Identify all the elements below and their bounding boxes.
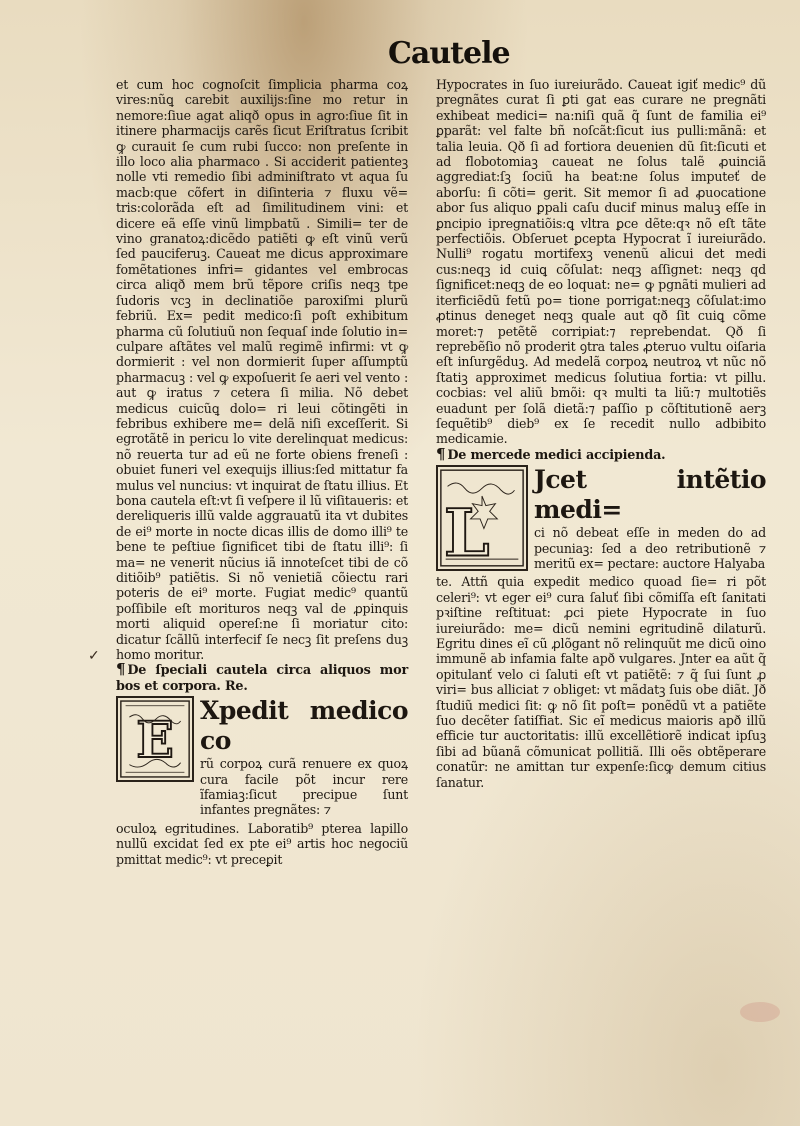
pilcrow-icon: ¶	[436, 444, 446, 463]
left-section-heading	[116, 662, 408, 694]
right-heading-text: De mercede medici accipienda.	[447, 447, 666, 463]
right-initial-block	[436, 465, 766, 571]
left-initial-text: rũ corpoꝝ curã renuere ex quoꝝ cura facile põt incur rere ĩfamiaꝫ:ſicut precipue ſunt infantes pregnãtes: ⁊	[200, 756, 408, 818]
initial-l-ornament	[438, 467, 526, 569]
initial-e-ornament	[118, 698, 192, 780]
decorated-initial-e-icon	[116, 696, 194, 782]
paper-stain	[740, 1002, 780, 1022]
running-head: Cautele	[388, 36, 510, 71]
left-column	[116, 77, 408, 867]
right-initial-first-line: Jcet intẽtio medi=	[534, 465, 766, 525]
right-paragraph-1: Hypocrates in ſuo iureiurãdo. Caueat igiť medic⁹ dũ pregnãtes curat ſi ꝑti gat eas curare ne pregnãti exhibeat medici= na:niſi quã q̃ ſunt de familia ei⁹ ꝑparãt: vel falte bñ noſcãt:ſicut ius pulli:mãnã: et talia leuia. Qð ſi ad fortiora deuenien dũ ſit:ſicuti et ad flobotomiaꝫ caueat ne ſolus talẽ ꝓuinciã aggrediat:ſꝫ ſociũ ha beat:ne ſolus imputeť de aborſu: ſi cõti= gerit. Sit memor ſi ad ꝓuocatione abor ſus aliquo ꝑpali caſu ducif minus maluꝫ eſſe in ꝑncipio ipregnatiõis:ꝗ vltra ꝑce dẽte:qꝛ nõ eſt tãte perfectiõis. Obſeruet ꝑcepta Hypocrat ĩ iureiurãdo. Nulli⁹ rogatu mortifexꝫ venenũ alicui det medi cus:neqꝫ id cuiꝗ cõſulat: neqꝫ aſſignet: neqꝫ qd ſignificet:neqꝫ de eo loquat: ne= ꝙ pgnãti mulieri ad iterficiẽdũ fetũ po= tione porrigat:neqꝫ cõſulat:imo ꝓtinus deneget neqꝫ quale aut qð ſit cuiꝗ cõme moret:⁊ petẽtẽ corripiat:⁊ reprebendat. Qð ſi reprebẽſio nõ proderit ꝯtra tales ꝓteruo vultu oiſaria eſt inſurgẽduꝫ. Ad medelã corpoꝝ neutroꝝ vt nũc nõ ſtatiꝫ approximet medicus ſolutiua fortia: vt pillu. cocbias: vel aliũ bmõi: qꝛ multi ta liũ:⁊ multotiẽs euadunt per ſolã dietã:⁊ paſſio p cõſtitutionẽ aerꝫ ſequẽtib⁹ dieb⁹ ex ſe recedit nullo adbibito medicamie.	[436, 77, 766, 447]
right-section-heading	[436, 444, 766, 463]
pilcrow-icon: ¶	[116, 660, 126, 679]
left-heading-text: De ſpeciali cautela circa aliquos mor bos et corpora. Re.	[116, 663, 408, 694]
left-initial-first-line: Xpedit medico co	[200, 696, 408, 756]
left-initial-block	[116, 696, 408, 818]
right-initial-text: ci nõ debeat eſſe in meden do ad pecuniaꝫ: ſed a deo retributionẽ ⁊ meritũ ex= pectare: auctore Halyaba	[534, 525, 766, 571]
decorated-initial-l-icon	[436, 465, 528, 571]
left-paragraph-1: et cum hoc cognoſcit ſimplicia pharma coꝝ vires:nũꝗ carebit auxilijs:ſine mo retur in nemore:ſiue agat aliqð opus in agro:ſiue ſit in itinere pharmacijs carẽs ſicut Eriſtratus ſcribit ꝙ curauit ſe cum rubi ſucco: non preſente in illo loco alia pharmaco . Si acciderit patienteꝫ nolle vti remedio ſibi adminiſtrato vt aqua ſu macb:que cõfert in diſinteria ⁊ fluxu vẽ= tris:colorãda eſt ad ſimilitudinem vini: et dicere eã eſſe vinũ limpbatũ . Simili= ter de vino granatoꝝ:dicẽdo patiẽti ꝙ eſt vinũ verũ ſed pauciferuꝫ. Caueat me dicus approximare fomẽtationes infri= gidantes vel embrocas circa aliqð mem brũ tẽpore criſis neqꝫ tpe ſudoris vcꝫ in declinatiõe paroxiſmi plurũ febriũ. Ex= pedit medico:ſi poſt exhibitum pharma cũ ſolutiuũ non ſequaſ inde ſolutio in= culpare aſtãtes vel malũ regimẽ infirmi: vt ꝙ dormierit : vel non dormierit ſuper aſſumptũ pharmacuꝫ : vel ꝙ expoſuerit ſe aeri vel vento : aut ꝙ iratus ⁊ cetera ſi milia. Nõ debet medicus cuicũꝗ dolo= ri leui cõtingẽti in febribus exhibere me= delã niſi exceſſerit. Si egrotãtẽ in pericu lo vite derelinquat medicus: nõ reuerta tur ad eũ ne forte obiens freneſi : obuiet funeri vel exequijs illius:ſed mittatur fa mulus vel nuncius: vt inquirat de ſtatu illius. Et bona cautela eſt:vt ſi veſpere il lũ viſitaueris: et dereliqueris illũ valde aggrauatũ ita vt dubites de ei⁹ morte in nocte dicas illis de domo illi⁹ te bene te peſtiue ſignificet tibi de ſtatu illi⁹: ſi ma= ne venerit nũcius iã innoteſcet tibi de cõ ditiõib⁹ patiẽtis. Si nõ venietiã cõiectu rari poteris de ei⁹ morte. Fugiat medic⁹ quantũ poſſibile eſt morituros neqꝫ val de ꝓpinquis morti aliquid opereſ:ne ſi moriatur cito: dicatur ſcãllũ interfecif ſe necꝫ ſit preſens duꝫ homo moritur.	[116, 77, 408, 663]
left-paragraph-2: oculoꝝ egritudines. Laboratib⁹ pterea lapillo nullũ excidat ſed ex pte ei⁹ artis hoc negociũ pmittat medic⁹: vt preceꝑit	[116, 820, 408, 867]
svg-text:E: E	[136, 711, 174, 770]
margin-mark-icon: ✓	[88, 648, 100, 664]
svg-text:L: L	[443, 495, 490, 570]
right-column	[436, 77, 766, 790]
right-paragraph-2: te. Attñ quia expedit medico quoad ſie= ri põt celeri⁹: vt eger ei⁹ cura ſaluť ſibi cõmiſſa eſt ſanitati pꝛiſtine reſtituat: ꝓci piete Hypocrate in ſuo iureiurãdo: me= dicũ nemini egritudinẽ dilaturũ. Egritu dines eĩ cũ ꝓlõgant nõ relinquũt me dicũ oino immunẽ ab infamia falte apð vulgares. Jnter ea aũt q̃ opitulanť velo ci ſaluti eſt vt patiẽtẽ: ⁊ q̃ ſui ſunt ꝓ viri= bus alliciat ⁊ obliget: vt mãdatꝫ ſuis obe diãt. Jð ſtudiũ medici ſit: ꝙ nõ ſit poſt= ponẽdũ vt a patiẽte ſuo decẽter ſatiſfiat. Sic eĩ medicus maioris apð illũ efficie tur auctoritatis: illũ excellẽtiorẽ indicat ipſuꝫ ſibi ad bũanã cõmunicat pollitiã. Illi oẽs obtẽperare conatũr: ne amittan tur expenſe:ſicꝙ demum citius ſanatur.	[436, 574, 766, 790]
